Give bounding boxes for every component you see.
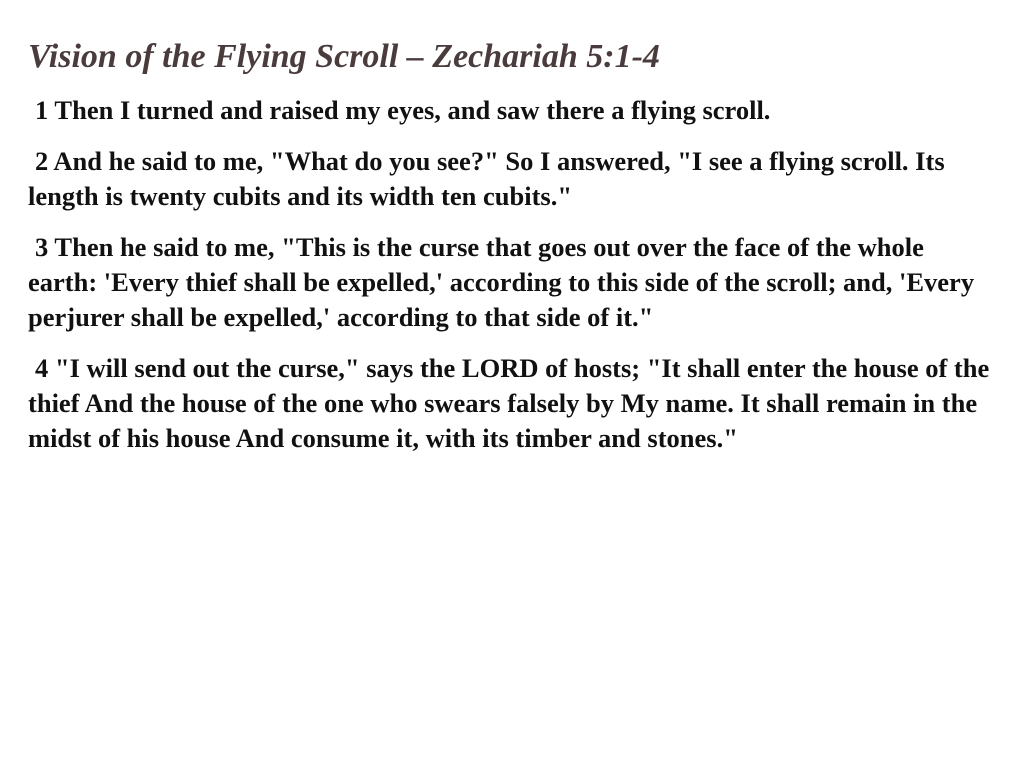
verse-number: 3 [35,232,49,263]
verse-1 [28,93,990,128]
verse-4 [28,351,990,456]
verse-text: "I will send out the curse," says the LORD of hosts; "It shall enter the house of the thief And the house of the one who swears falsely by My name. It shall remain in the midst of his house And consume it, with its timber and stones." [28,353,990,454]
verse-text: And he said to me, "What do you see?" So I answered, "I see a flying scroll. Its length is twenty cubits and its width ten cubits." [28,146,945,212]
verse-2 [28,144,990,214]
slide-title: Vision of the Flying Scroll – Zechariah 5:1-4 [28,38,660,75]
verse-text: Then I turned and raised my eyes, and saw there a flying scroll. [54,95,771,126]
verse-number: 2 [35,146,49,177]
verse-number: 4 [35,353,49,384]
verse-text: Then he said to me, "This is the curse that goes out over the face of the whole earth: 'Every thief shall be expelled,' according to this side of the scroll; and, 'Every perjurer shall be expelled,' according to that side of it." [28,232,975,333]
verse-number: 1 [35,95,49,126]
verse-3 [28,230,990,335]
